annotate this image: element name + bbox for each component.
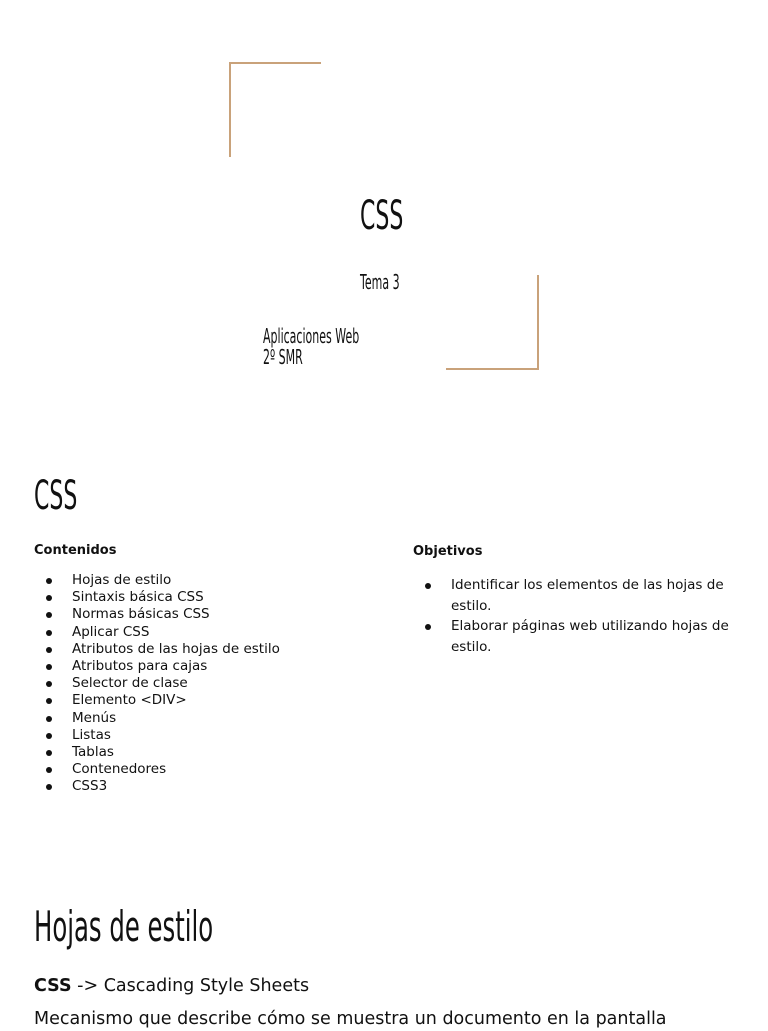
decorative-frame-top-left (229, 62, 321, 157)
mechanism-description: Mecanismo que describe cómo se muestra un documento en la pantalla (34, 1009, 667, 1029)
course-name: Aplicaciones Web (263, 324, 360, 348)
slide-title: Hojas de estilo (34, 902, 214, 951)
hojas-de-estilo-slide (0, 880, 768, 1029)
objetivos-list (413, 575, 738, 657)
list-item: Elaborar páginas web utilizando hojas de estilo. (413, 616, 738, 657)
list-item: Tablas (34, 744, 374, 761)
list-item: Menús (34, 710, 374, 727)
slide-title: CSS (34, 473, 78, 519)
list-item: Elemento <DIV> (34, 692, 374, 709)
course-group: 2º SMR (263, 345, 303, 369)
list-item: Normas básicas CSS (34, 606, 374, 623)
list-item: Aplicar CSS (34, 624, 374, 641)
decorative-frame-bottom-right (446, 275, 539, 370)
contents-slide (0, 460, 768, 840)
course-info (263, 326, 359, 368)
presentation-subtitle: Tema 3 (360, 270, 400, 294)
css-expansion: -> Cascading Style Sheets (71, 976, 310, 996)
list-item: Atributos para cajas (34, 658, 374, 675)
css-definition (34, 974, 309, 998)
contenidos-heading: Contenidos (34, 543, 117, 558)
list-item: CSS3 (34, 778, 374, 795)
css-term: CSS (34, 976, 72, 996)
objetivos-heading: Objetivos (413, 544, 483, 559)
title-slide (0, 0, 768, 420)
contenidos-list (34, 572, 374, 796)
list-item: Sintaxis básica CSS (34, 589, 374, 606)
list-item: Hojas de estilo (34, 572, 374, 589)
presentation-title: CSS (360, 193, 404, 239)
list-item: Listas (34, 727, 374, 744)
list-item: Atributos de las hojas de estilo (34, 641, 374, 658)
list-item: Identificar los elementos de las hojas de estilo. (413, 575, 738, 616)
list-item: Contenedores (34, 761, 374, 778)
list-item: Selector de clase (34, 675, 374, 692)
